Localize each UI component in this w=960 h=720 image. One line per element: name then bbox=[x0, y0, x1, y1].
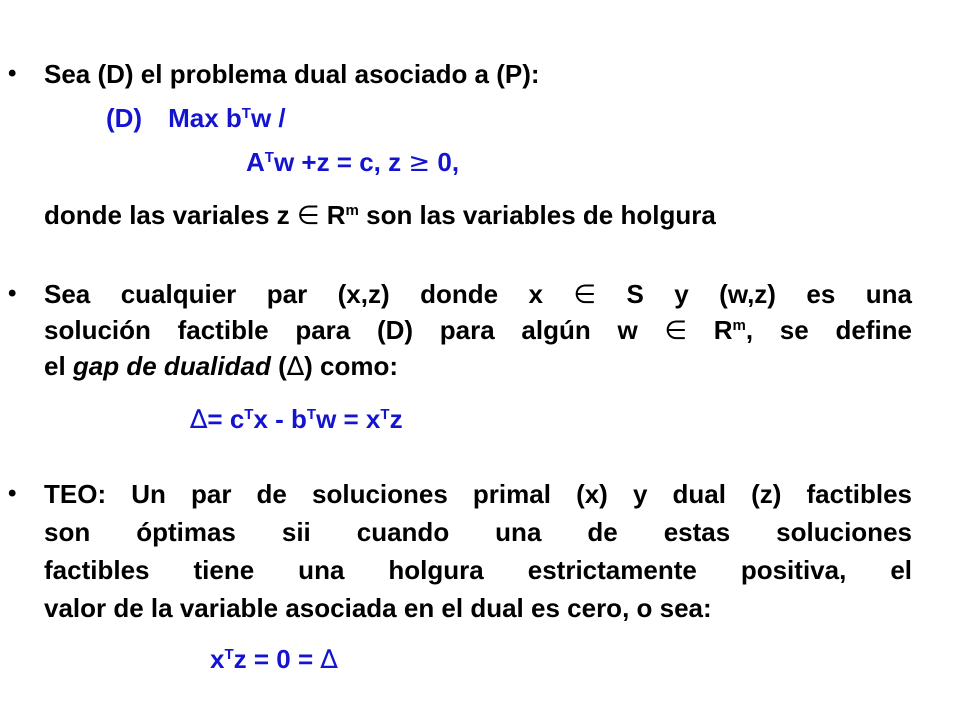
R-symbol: R bbox=[319, 200, 346, 230]
formula-part-2: x - b bbox=[253, 404, 307, 434]
geq-symbol: ≥ bbox=[408, 148, 431, 178]
donde-text: donde las variales z bbox=[44, 200, 297, 230]
bullet-2: • bbox=[8, 280, 17, 307]
m-sup: m bbox=[732, 317, 746, 334]
dual-label: (D) bbox=[106, 103, 143, 133]
m-sup: m bbox=[345, 202, 359, 219]
dual-problem-intro: Sea (D) el problema dual asociado a (P): bbox=[44, 59, 540, 89]
element-of-symbol: ∈ bbox=[296, 201, 320, 231]
gap-def-text-f: ( bbox=[270, 351, 287, 381]
cs-rest: z = 0 = bbox=[233, 644, 321, 674]
theorem-line-4: valor de la variable asociada en el dual es cero, o sea: bbox=[44, 593, 712, 623]
formula-part-4: z bbox=[389, 404, 403, 434]
gap-def-line-1 bbox=[44, 276, 912, 313]
max-suffix: w / bbox=[250, 103, 286, 133]
cs-x: x bbox=[210, 644, 225, 674]
constraint-zero: 0, bbox=[430, 147, 460, 177]
gap-def-text-e: el bbox=[44, 351, 73, 381]
transpose-sup: T bbox=[241, 105, 251, 122]
formula-part-3: w = x bbox=[316, 404, 381, 434]
gap-def-line-3 bbox=[44, 348, 398, 385]
R-symbol: R bbox=[687, 315, 733, 345]
gap-formula bbox=[190, 403, 403, 436]
delta-symbol: ∆ bbox=[320, 645, 338, 675]
gap-def-text-d: , se define bbox=[745, 315, 913, 345]
slack-variables-line bbox=[44, 199, 716, 232]
theorem-line-3: factibles tiene una holgura estrictamente positiva, el bbox=[44, 555, 912, 585]
transpose-sup: T bbox=[380, 406, 390, 423]
dual-objective-line bbox=[106, 102, 286, 134]
gap-def-text-b: S y (w,z) es una bbox=[596, 279, 912, 309]
transpose-sup: T bbox=[244, 406, 254, 423]
delta-symbol: ∆ bbox=[190, 405, 208, 435]
element-of-symbol: ∈ bbox=[664, 316, 688, 346]
transpose-sup: T bbox=[306, 406, 317, 423]
theorem-line-1: TEO: Un par de soluciones primal (x) y dual (z) factibles bbox=[44, 479, 912, 509]
gap-de-dualidad-term: gap de dualidad bbox=[72, 351, 271, 381]
bullet-3: • bbox=[8, 480, 17, 507]
gap-def-line-2 bbox=[44, 312, 912, 349]
constraint-text: w +z = c, z bbox=[273, 147, 409, 177]
delta-symbol: ∆ bbox=[286, 352, 305, 382]
bullet-1: • bbox=[8, 60, 17, 87]
gap-def-text-g: ) como: bbox=[304, 351, 399, 381]
constraint-A: A bbox=[246, 147, 265, 177]
transpose-sup: T bbox=[224, 646, 234, 663]
holgura-text: son las variables de holgura bbox=[358, 200, 716, 230]
gap-def-text-c: solución factible para (D) para algún w bbox=[44, 315, 665, 345]
element-of-symbol: ∈ bbox=[573, 280, 597, 310]
transpose-sup: T bbox=[264, 149, 274, 166]
dual-constraint-line bbox=[246, 146, 459, 179]
max-prefix: Max b bbox=[168, 103, 242, 133]
formula-part-1: = c bbox=[207, 404, 245, 434]
gap-def-text-a: Sea cualquier par (x,z) donde x bbox=[44, 279, 574, 309]
theorem-line-2: son óptimas sii cuando una de estas soluciones bbox=[44, 517, 912, 547]
complementary-slackness-formula bbox=[210, 643, 338, 676]
